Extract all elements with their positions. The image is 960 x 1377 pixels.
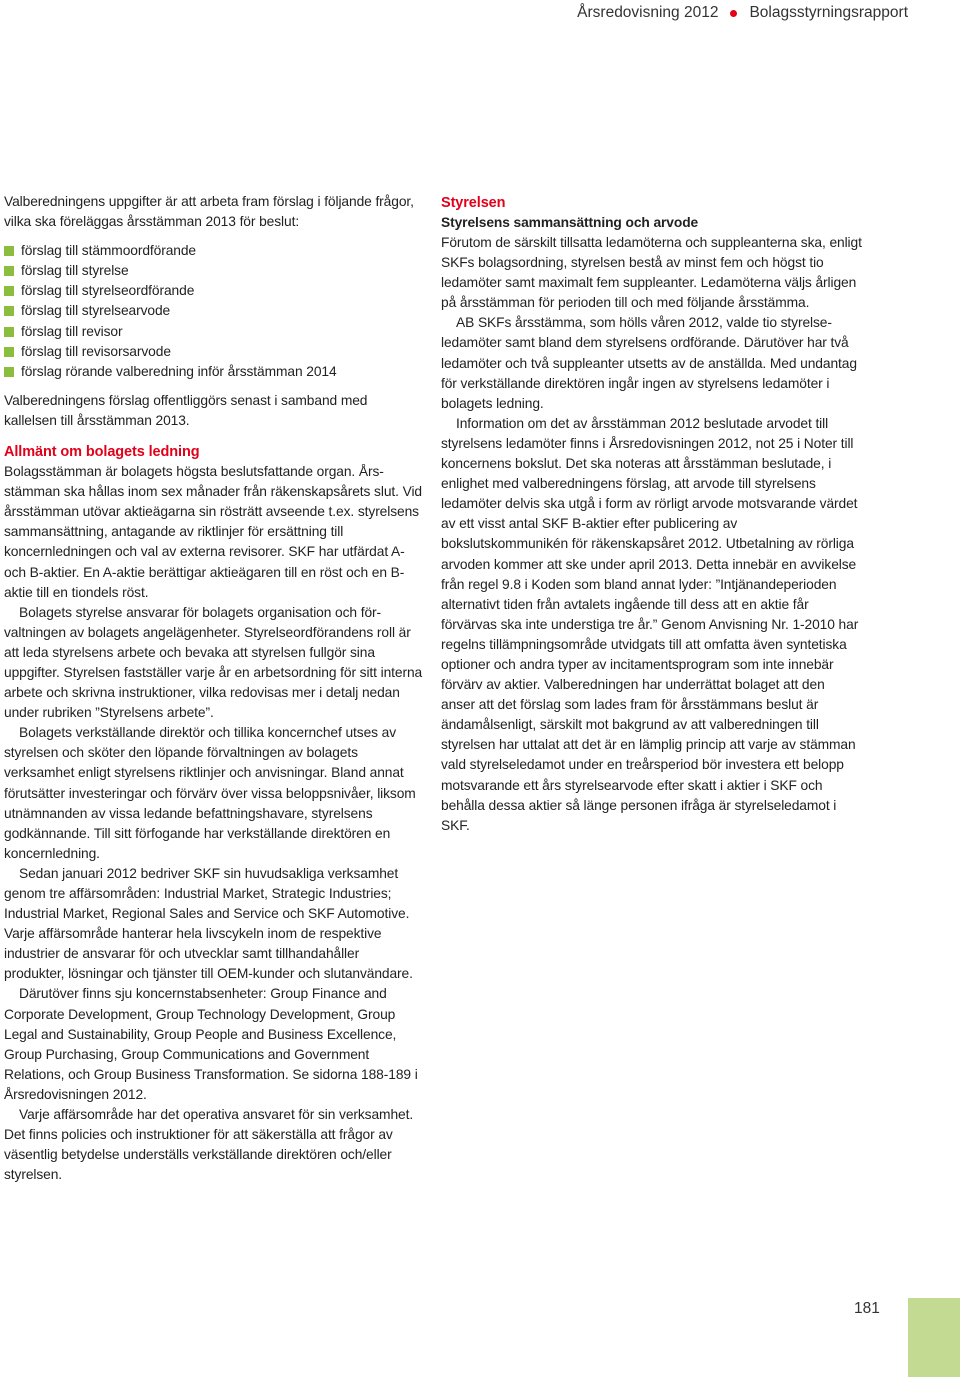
list-item: förslag till styrelsearvode	[4, 301, 423, 321]
subsection-heading: Styrelsens sammansättning och arvode	[441, 215, 699, 230]
square-bullet-icon	[4, 286, 14, 296]
publication-title: Årsredovisning 2012	[577, 4, 719, 21]
page-edge-tab	[908, 1298, 960, 1377]
square-bullet-icon	[4, 266, 14, 276]
body-paragraph: Bolagets styrelse ansvarar för bolagets organisation och förvaltningen av bolagets angelägenheter. Styrelseordförandens roll är att leda styrelsens arbete och bevaka att styrelsen fullgör sina uppgifter. Styrelsen fastställer varje år en arbetsordning för sitt interna arbete och skrivna instruktioner, vilka redovisas mer i detalj nedan under rubriken ”Styrelsens arbete”.	[4, 604, 423, 721]
left-column	[4, 192, 423, 1185]
square-bullet-icon	[4, 347, 14, 357]
after-list-paragraph: Valberedningens förslag offentliggörs senast i samband med kallelsen till årsstämman 2013.	[4, 392, 368, 428]
separator-dot-icon	[730, 10, 737, 17]
body-paragraph: AB SKFs årsstämma, som hölls våren 2012, valde tio styrelseledamöter samt bland dem styrelsens ordförande. Därutöver har två ledamöter och två suppleanter utsetts av de anställda. Med undantag för verkställande direktören ingår ingen av styrelsens ledamöter i bolagets ledning.	[441, 315, 857, 411]
right-column	[441, 193, 862, 836]
body-paragraph: Därutöver finns sju koncernstabsenheter: Group Finance and Corporate Development, Group Technology Development, Group Legal and Sustainability, Group People and Business Excellence, Group Purchasing, Group Communications and Government Relations, och Group Business Transformation. Se sidorna 188-189 i Årsredovisningen 2012.	[4, 986, 418, 1102]
intro-paragraph: Valberedningens uppgifter är att arbeta fram förslag i följande frågor, vilka ska föreläggas årsstämman 2013 för beslut:	[4, 194, 414, 230]
body-paragraph: Förutom de särskilt tillsatta ledamöterna och suppleanterna ska, enligt SKFs bolagsordning, styrelsen bestå av minst fem och högst tio ledamöter samt maximalt fem suppleanter. Ledamöterna väljs årligen på årsstämman för perioden till och med följande årsstämma.	[441, 235, 862, 311]
list-item: förslag till styrelseordförande	[4, 281, 423, 301]
running-header	[577, 4, 908, 22]
body-paragraph: Sedan januari 2012 bedriver SKF sin huvudsakliga verksamhet genom tre affärsområden: Industrial Market, Strategic Industries; Industrial Market, Regional Sales and Service och SKF Automotive. Varje affärsområde hanterar hela livscykeln inom de respektive industrier de ansvarar för och utvecklar samt tillhandahåller produkter, lösningar och tjänster till OEM-kunder och slutanvändare.	[4, 865, 413, 982]
section-title: Bolagsstyrningsrapport	[749, 4, 908, 21]
square-bullet-icon	[4, 367, 14, 377]
body-paragraph: Varje affärsområde har det operativa ansvaret för sin verksamhet. Det finns policies och instruktioner för att säkerställa att frågor av väsentlig betydelse underställs verkställande direktören och/eller styrelsen.	[4, 1107, 414, 1183]
section-heading: Allmänt om bolagets ledning	[4, 444, 200, 461]
list-item: förslag till stämmoordförande	[4, 241, 423, 261]
list-item: förslag rörande valberedning inför årsstämman 2014	[4, 362, 423, 382]
square-bullet-icon	[4, 306, 14, 316]
proposal-list	[4, 241, 423, 382]
body-paragraph: Bolagsstämman är bolagets högsta beslutsfattande organ. Årsstämman ska hållas inom sex månader från räkenskapsårets slut. Vid årsstämman utövar aktieägarna sin rösträtt avseende t.ex. styrelsens sammansättning, antagande av riktlinjer för ersättning till koncernledningen och val av externa revisorer. SKF har utfärdat A- och B-aktier. En A-aktie berättigar aktieägaren till en röst och en B-aktie till en tiondels röst.	[4, 464, 422, 600]
square-bullet-icon	[4, 246, 14, 256]
section-heading: Styrelsen	[441, 195, 506, 211]
body-paragraph: Bolagets verkställande direktör och tillika koncernchef utses av styrelsen och sköter den löpande förvaltningen av bolagets verksamhet enligt styrelsens riktlinjer och anvisningar. Bland annat förutsätter investeringar och förvärv över vissa beloppsnivåer, liksom utnämnanden av vissa ledande befattningshavare, styrelsens godkännande. Till sitt förfogande har verkställande direktören en koncernledning.	[4, 725, 416, 861]
list-item: förslag till revisor	[4, 322, 423, 342]
body-paragraph: Information om det av årsstämman 2012 beslutade arvodet till styrelsens ledamöter finns i Årsredovisningen 2012, not 25 i Noter till koncernens bokslut. Det ska noteras att årsstämman beslutade, i enlighet med valberedningens förslag, att arvode till styrelsens ledamöter delvis ska utgå i form av rörligt arvode motsvarande värdet av ett visst antal SKF B-aktier efter publicering av bokslutskommunikén för räkenskapsåret 2012. Utbetalning av rörliga arvoden kommer att ske under april 2013. Detta innebär en avvikelse från regel 9.8 i Koden som bland annat lyder: ”Intjänandeperioden alternativt tiden från avtalets ingående till dess att en aktie får förvärvas ska inte understiga tre år.” Genom Anvisning Nr. 1-2010 har regelns tillämpningsområde utvidgats till att omfatta även syntetiska optioner och andra typer av incitamentsprogram som inte innebär förvärv av aktier. Valberedningen har underrättat bolaget att den anser att det förslag som lades fram för årsstämmans beslut är ändamålsenligt, särskilt mot bakgrund av att valberedningen till styrelsen har uttalat att det är en lämplig princip att varje av stämman vald styrelseledamot under en treårsperiod bör investera ett belopp motsvarande ett års styrelsearvode efter skatt i aktier i SKF och behålla dessa aktier så länge personen ifråga är styrelseledamot i SKF.	[441, 415, 859, 833]
list-item: förslag till revisorsarvode	[4, 342, 423, 362]
page-number: 181	[854, 1300, 880, 1317]
square-bullet-icon	[4, 327, 14, 337]
list-item: förslag till styrelse	[4, 261, 423, 281]
